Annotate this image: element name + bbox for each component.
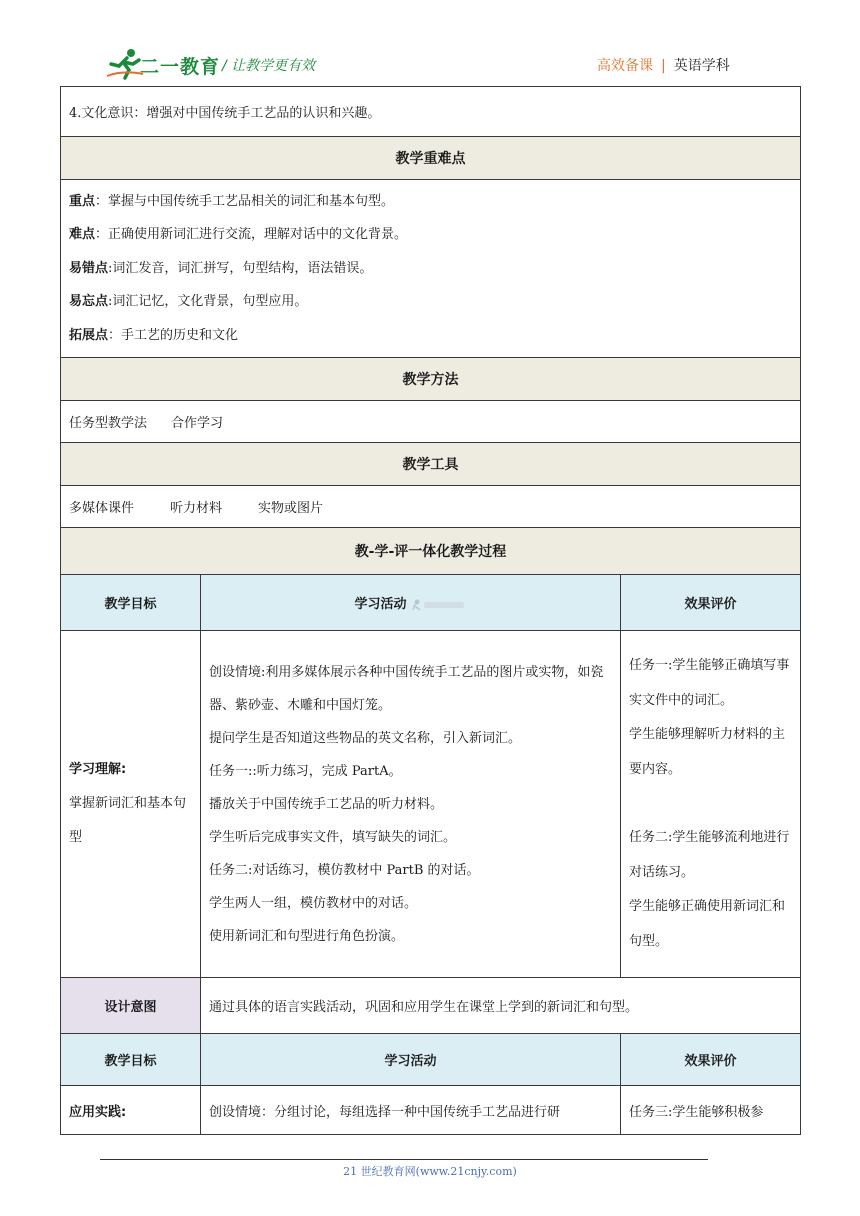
brand-name: 二一教育: [140, 56, 221, 78]
difficulty-list: [61, 180, 801, 358]
section-title-difficulty: 教学重难点: [61, 137, 801, 180]
goal-description: 掌握新词汇和基本句型: [69, 796, 187, 845]
section-title-tools: 教学工具: [61, 443, 801, 486]
footer-source: 21 世纪教育网(www.21cnjy.com): [343, 1165, 517, 1178]
list-item: 学生两人一组，模仿教材中的对话。: [209, 895, 418, 911]
methods-content: [61, 401, 801, 443]
list-item: 任务二:对话练习，模仿教材中 PartB 的对话。: [209, 862, 480, 878]
list-item: 易错点:词汇发音，词汇拼写，句型结构，语法错误。: [69, 260, 373, 276]
section-title-methods: 教学方法: [61, 358, 801, 401]
evaluation-list: [621, 631, 801, 978]
list-item: 任务一::听力练习，完成 PartA。: [209, 763, 402, 779]
column-header-goal: 教学目标: [61, 1034, 201, 1086]
list-item: 易忘点:词汇记忆，文化背景，句型应用。: [69, 294, 308, 310]
evaluation-application: 任务三:学生能够积极参: [621, 1086, 801, 1135]
goal-application: 应用实践:: [61, 1086, 201, 1135]
column-header-activity: 学习活动: [201, 1034, 621, 1086]
method-item: 任务型教学法: [69, 416, 148, 431]
brand-slogan: / 让教学更有效: [222, 58, 316, 74]
runner-logo-icon: [105, 46, 145, 80]
method-item: 合作学习: [171, 416, 224, 431]
section-title-process: 教-学-评一体化教学过程: [61, 528, 801, 575]
list-item: 学生听后完成事实文件，填写缺失的词汇。: [209, 829, 457, 845]
column-header-activity: 学习活动: [201, 575, 621, 631]
column-header-evaluation: 效果评价: [621, 575, 801, 631]
tool-item: 听力材料: [170, 501, 223, 516]
list-item: 创设情境:利用多媒体展示各种中国传统手工艺品的图片或实物，如瓷器、紫砂壶、木雕和中国灯笼。: [209, 664, 604, 713]
tool-item: 多媒体课件: [69, 501, 135, 516]
header-label-prep: 高效备课: [597, 58, 653, 74]
list-item: 任务一:学生能够正确填写事实文件中的词汇。: [629, 658, 790, 708]
goal-title: 学习理解:: [69, 762, 127, 777]
lesson-plan-table: [60, 86, 801, 1135]
footer-divider: [100, 1159, 708, 1160]
list-item: 难点：正确使用新词汇进行交流，理解对话中的文化背景。: [69, 227, 408, 243]
design-intent-label: 设计意图: [61, 978, 201, 1034]
activity-application: 创设情境：分组讨论，每组选择一种中国传统手工艺品进行研: [201, 1086, 621, 1135]
column-header-goal: 教学目标: [61, 575, 201, 631]
header-label-subject: 英语学科: [673, 58, 730, 74]
list-item: 任务二:学生能够流利地进行对话练习。: [629, 830, 790, 880]
tool-item: 实物或图片: [258, 501, 324, 516]
list-item: 使用新词汇和句型进行角色扮演。: [209, 928, 405, 944]
header-separator: |: [661, 58, 666, 74]
activity-list: [201, 631, 621, 978]
list-item: 重点：掌握与中国传统手工艺品相关的词汇和基本句型。: [69, 193, 395, 209]
list-item: 拓展点：手工艺的历史和文化: [69, 327, 239, 343]
goal-understanding: [61, 631, 201, 978]
list-item: 学生能够理解听力材料的主要内容。: [629, 727, 786, 777]
page-header: [0, 0, 860, 86]
column-header-evaluation: 效果评价: [621, 1034, 801, 1086]
design-intent-text: 通过具体的语言实践活动，巩固和应用学生在课堂上学到的新词汇和句型。: [201, 978, 801, 1034]
header-subject: [597, 55, 730, 75]
list-item: 学生能够正确使用新词汇和句型。: [629, 899, 786, 949]
tools-content: [61, 486, 801, 528]
watermark-logo-icon: [411, 598, 467, 612]
list-item: 播放关于中国传统手工艺品的听力材料。: [209, 796, 444, 812]
list-item: 提问学生是否知道这些物品的英文名称，引入新词汇。: [209, 730, 522, 746]
culture-objective: 4.文化意识：增强对中国传统手工艺品的认识和兴趣。: [61, 87, 801, 137]
